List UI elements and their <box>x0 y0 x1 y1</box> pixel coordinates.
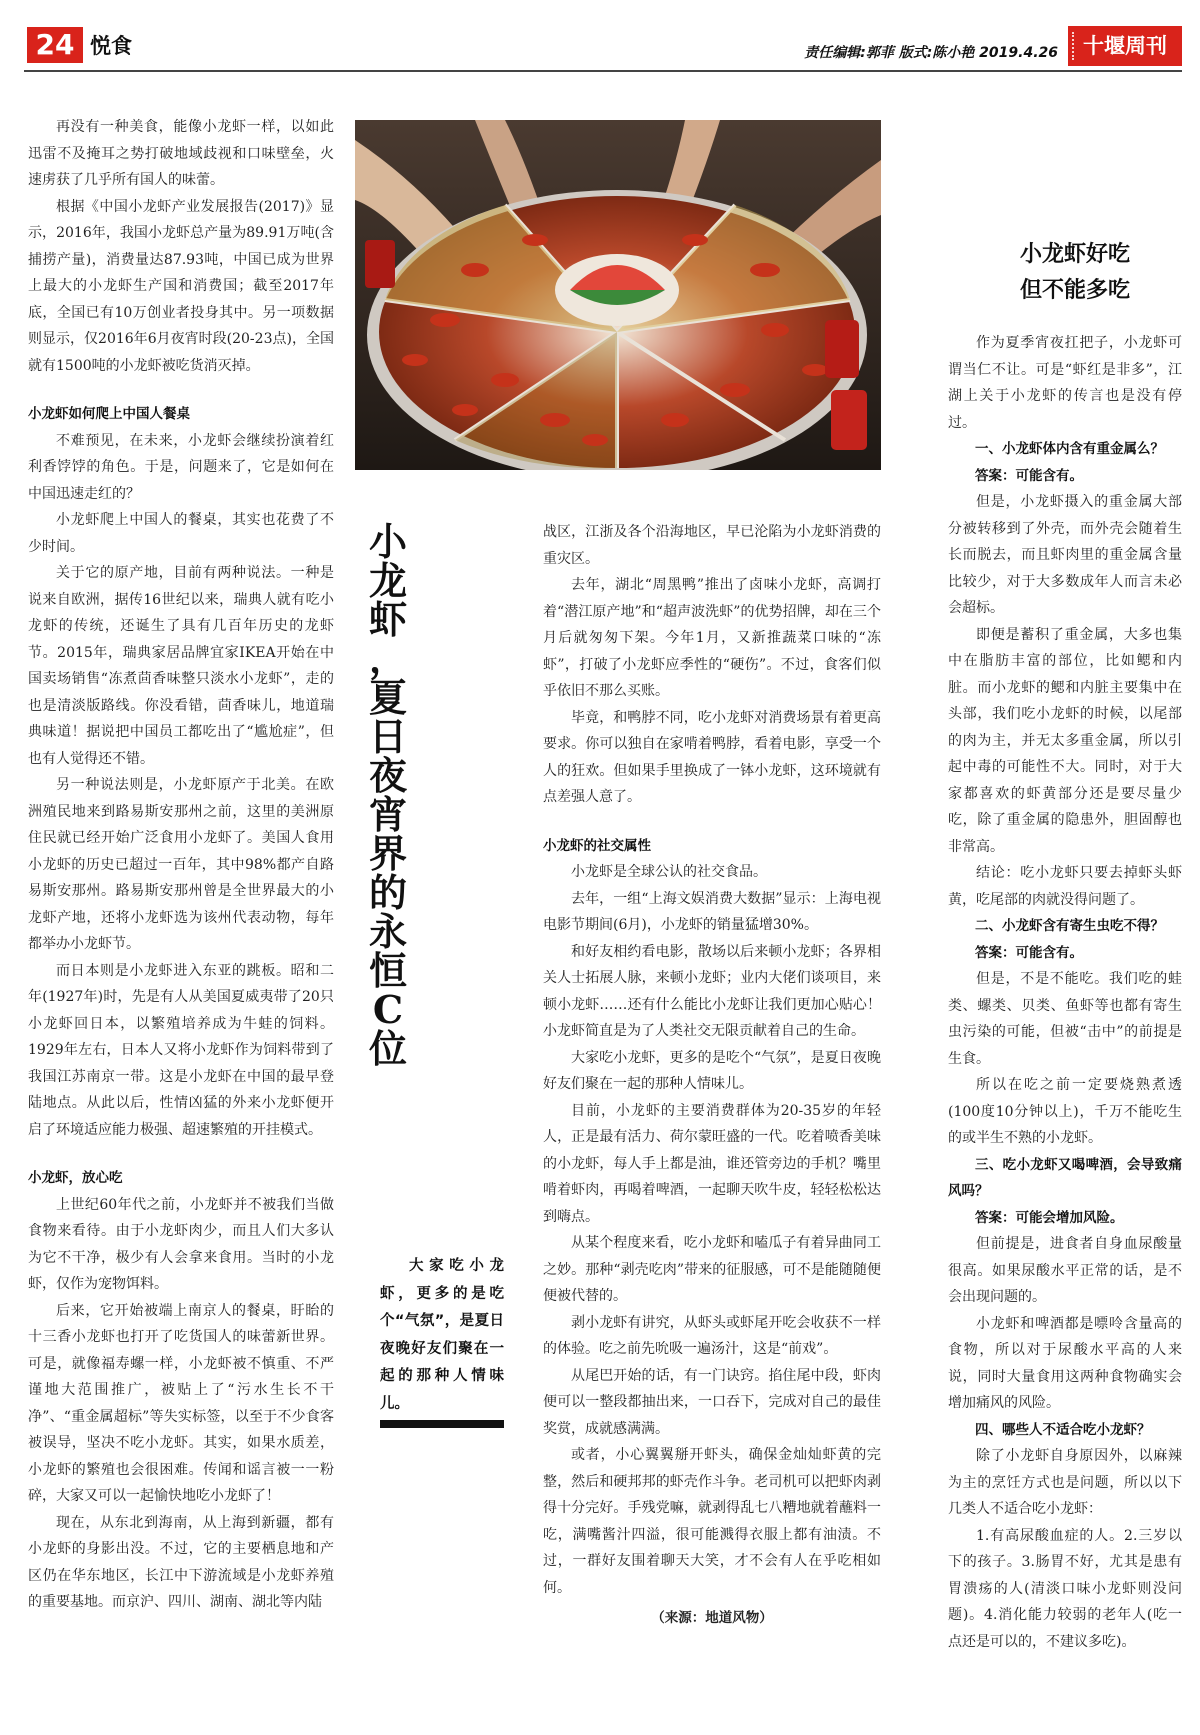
sidebar-title-line: 小龙虾好吃 <box>1019 241 1130 267</box>
paragraph: 目前，小龙虾的主要消费群体为20-35岁的年轻人，正是最有活力、荷尔蒙旺盛的一代。吃着喷香美味的小龙虾，每人手上都是油，谁还管旁边的手机？嘴里啃着虾肉，再喝着啤酒，一起聊天吹牛皮，轻轻松松达到嗨点。 <box>543 1102 881 1225</box>
paragraph: 即便是蓄积了重金属，大多也集中在脂肪丰富的部位，比如鳃和内脏。而小龙虾的鳃和内脏主要集中在头部，我们吃小龙虾的时候，以尾部的肉为主，并无太多重金属，所以引起中毒的可能性不大。同时，对于大家都喜欢的虾黄部分还是要尽量少吃，除了重金属的隐患外，胆固醇也非常高。 <box>948 626 1182 855</box>
paragraph: 后来，它开始被端上南京人的餐桌，盱眙的十三香小龙虾也打开了吃货国人的味蕾新世界。可是，就像福寿螺一样，小龙虾被不慎重、不严谨地大范围推广，被贴上了“污水生长不干净”、“重金属超标”等失实标签，以至于不少食客被误导，坚决不吃小龙虾。其实，如果水质差，小龙虾的繁殖也会很困难。传闻和谣言被一一粉碎，大家又可以一起愉快地吃小龙虾了！ <box>28 1302 334 1504</box>
headline-char: 永 <box>368 909 407 954</box>
headline-char: 龙 <box>368 558 407 603</box>
page-number: 24 <box>27 27 83 63</box>
sidebar-column <box>948 330 1182 1655</box>
paragraph: 但是，小龙虾摄入的重金属大部分被转移到了外壳，而外壳会随着生长而脱去，而且虾肉里的重金属含量比较少，对于大多数成年人而言未必会超标。 <box>948 494 1182 616</box>
headline-char: 界 <box>368 831 407 876</box>
paragraph: 小龙虾和啤酒都是嘌呤含量高的食物，所以对于尿酸水平高的人来说，同时大量食用这两种食物确实会增加痛风的风险。 <box>948 1315 1182 1411</box>
answer-heading: 答案：可能含有。 <box>975 467 1083 484</box>
headline-char: 宵 <box>368 792 407 837</box>
section-name: 悦食 <box>90 34 132 58</box>
masthead-dots <box>1072 32 1076 60</box>
column-c <box>543 519 881 1632</box>
masthead-logo: 十堰周刊 <box>1068 26 1182 66</box>
question-heading: 四、哪些人不适合吃小龙虾？ <box>975 1421 1151 1438</box>
page-header <box>0 0 1200 76</box>
pull-quote-rule <box>380 1420 504 1428</box>
paragraph: 另一种说法则是，小龙虾原产于北美。在欧洲殖民地来到路易斯安那州之前，这里的美洲原住民就已经开始广泛食用小龙虾了。美国人食用小龙虾的历史已超过一百年，其中98%都产自路易斯安那州。路易斯安那州曾是全世界最大的小龙虾产地，还将小龙虾选为该州代表动物，每年都举办小龙虾节。 <box>28 777 334 952</box>
headline-char: 小 <box>368 519 407 564</box>
paragraph: 但前提是，进食者自身血尿酸量很高。如果尿酸水平正常的话，是不会出现问题的。 <box>948 1236 1182 1305</box>
section-heading: 小龙虾如何爬上中国人餐桌 <box>28 406 190 422</box>
paragraph: 去年，一组“上海文娱消费大数据”显示：上海电视电影节期间(6月)，小龙虾的销量猛增30%。 <box>543 890 881 933</box>
header-rule <box>24 70 1182 72</box>
headline <box>364 519 412 1071</box>
paragraph: 或者，小心翼翼掰开虾头，确保金灿灿虾黄的完整，然后和硬邦邦的虾壳作斗争。老司机可以把虾肉剥得十分完好。手残党嘛，就剥得乱七八糟地就着蘸料一吃，满嘴酱汁四溢，很可能溅得衣服上都有油渍。不过，一群好友围着聊天大笑，才不会有人在乎吃相如何。 <box>543 1447 881 1596</box>
answer-heading: 答案：可能含有。 <box>975 944 1083 961</box>
headline-char: C <box>372 987 404 1032</box>
section-heading: 小龙虾的社交属性 <box>543 837 651 854</box>
headline-char: 夜 <box>368 753 407 798</box>
paragraph: 大家吃小龙虾，更多的是吃个“气氛”，是夏日夜晚好友们聚在一起的那种人情味儿。 <box>543 1049 881 1092</box>
pull-quote: 大家吃小龙虾，更多的是吃个“气氛”，是夏日夜晚好友们聚在一起的那种人情味儿。 <box>380 1258 504 1412</box>
source-credit: （来源：地道风物） <box>651 1610 773 1626</box>
paragraph: 但是，不是不能吃。我们吃的蛙类、螺类、贝类、鱼虾等也都有寄生虫污染的可能，但被“击中”的前提是生食。 <box>948 971 1182 1067</box>
paragraph: 现在，从东北到海南，从上海到新疆，都有小龙虾的身影出没。不过，它的主要栖息地和产区仍在华东地区，长江中下游流域是小龙虾养殖的重要基地。而京沪、四川、湖南、湖北等内陆 <box>28 1514 334 1610</box>
headline-char: 虾 <box>368 597 407 642</box>
question-heading: 一、小龙虾体内含有重金属么？ <box>975 441 1164 457</box>
paragraph: 和好友相约看电影，散场以后来顿小龙虾；各界相关人士拓展人脉，来顿小龙虾；业内大佬们谈项目，来顿小龙虾……还有什么能比小龙虾让我们更加心贴心！小龙虾简直是为了人类社交无限贡献着自己的生命。 <box>543 943 881 1039</box>
section-heading: 小龙虾，放心吃 <box>28 1170 123 1186</box>
paragraph: 小龙虾是全球公认的社交食品。 <box>571 864 767 880</box>
paragraph: 作为夏季宵夜扛把子，小龙虾可谓当仁不让。可是“虾红是非多”，江湖上关于小龙虾的传言也是没有停过。 <box>948 335 1182 431</box>
crayfish-photo-illustration <box>355 120 881 470</box>
editor-credit: 责任编辑:郭菲 版式:陈小艳 2019.4.26 <box>804 45 1058 61</box>
paragraph: 结论：吃小龙虾只要去掉虾头虾黄，吃尾部的肉就没得问题了。 <box>948 865 1182 908</box>
sidebar-title <box>980 236 1170 308</box>
question-heading: 二、小龙虾含有寄生虫吃不得？ <box>975 918 1164 934</box>
paragraph: 不难预见，在未来，小龙虾会继续扮演着红利香饽饽的角色。于是，问题来了，它是如何在中国迅速走红的？ <box>28 432 334 502</box>
headline-char: 夏 <box>368 675 407 720</box>
paragraph: 毕竟，和鸭脖不同，吃小龙虾对消费场景有着更高要求。你可以独自在家啃着鸭脖，看着电影，享受一个人的狂欢。但如果手里换成了一钵小龙虾，这环境就有点差强人意了。 <box>543 709 881 805</box>
column-a <box>28 114 334 1616</box>
paragraph: 1.有高尿酸血症的人。2.三岁以下的孩子。3.肠胃不好，尤其是患有胃溃疡的人(清淡口味小龙虾则没问题)。4.消化能力较弱的老年人(吃一点还是可以的，不建议多吃)。 <box>948 1527 1182 1650</box>
paragraph: 去年，湖北“周黑鸭”推出了卤味小龙虾，高调打着“潜江原产地”和“超声波洗虾”的优势招牌，却在三个月后就匆匆下架。今年1月，又新推蔬菜口味的“冻虾”，打破了小龙虾应季性的“硬伤”。不过，食客们似乎依旧不那么买账。 <box>543 577 881 699</box>
paragraph: 根据《中国小龙虾产业发展报告(2017)》显示，2016年，我国小龙虾总产量为89.91万吨(含捕捞产量)，消费量达87.93吨，中国已成为世界上最大的小龙虾生产国和消费国；截至2017年底，全国已有10万创业者投身其中。另一项数据则显示，仅2016年6月夜宵时段(20-23点)，全国就有1500吨的小龙虾被吃货消灭掉。 <box>28 198 334 374</box>
paragraph: 而日本则是小龙虾进入东亚的跳板。昭和二年(1927年)时，先是有人从美国夏威夷带了20只小龙虾回日本，以繁殖培养成为牛蛙的饲料。1929年左右，日本人又将小龙虾作为饲料带到了我国江苏南京一带。这是小龙虾在中国的最早登陆地点。从此以后，性情凶猛的外来小龙虾便开启了环境适应能力极强、超速繁殖的开挂模式。 <box>28 962 334 1138</box>
headline-char: 恒 <box>368 948 407 993</box>
paragraph: 剥小龙虾有讲究，从虾头或虾尾开吃会收获不一样的体验。吃之前先吮吸一遍汤汁，这是“前戏”。 <box>543 1314 881 1357</box>
paragraph: 小龙虾爬上中国人的餐桌，其实也花费了不少时间。 <box>28 512 334 555</box>
crayfish-feast-photo <box>355 120 881 470</box>
headline-char: 位 <box>368 1026 407 1071</box>
question-heading: 三、吃小龙虾又喝啤酒，会导致痛风吗？ <box>948 1156 1182 1199</box>
paragraph: 上世纪60年代之前，小龙虾并不被我们当做食物来看待。由于小龙虾肉少，而且人们大多认为它不干净，极少有人会拿来食用。当时的小龙虾，仅作为宠物饵料。 <box>28 1196 334 1292</box>
paragraph: 除了小龙虾自身原因外，以麻辣为主的烹饪方式也是问题，所以以下几类人不适合吃小龙虾： <box>948 1448 1182 1517</box>
answer-heading: 答案：可能会增加风险。 <box>975 1209 1124 1226</box>
headline-char: ， <box>368 636 407 681</box>
paragraph: 关于它的原产地，目前有两种说法。一种是说来自欧洲，据传16世纪以来，瑞典人就有吃小龙虾的传统，还诞生了具有几百年历史的龙虾节。2015年，瑞典家居品牌宜家IKEA开始在中国卖场销售“冻煮茴香味整只淡水小龙虾”，走的也是清淡版路线。你没看错，茴香味儿，地道瑞典味道！据说把中国员工都吃出了“尴尬症”，但也有人觉得还不错。 <box>28 565 334 767</box>
paragraph: 再没有一种美食，能像小龙虾一样，以如此迅雷不及掩耳之势打破地域歧视和口味壁垒，火速虏获了几乎所有国人的味蕾。 <box>28 119 334 188</box>
paragraph: 从某个程度来看，吃小龙虾和嗑瓜子有着异曲同工之妙。那种“剥壳吃肉”带来的征服感，可不是能随随便便被代替的。 <box>543 1235 881 1304</box>
paragraph: 所以在吃之前一定要烧熟煮透(100度10分钟以上)，千万不能吃生的或半生不熟的小龙虾。 <box>948 1077 1182 1146</box>
headline-char: 的 <box>368 870 407 915</box>
sidebar-title-line: 但不能多吃 <box>1019 277 1130 303</box>
headline-char: 日 <box>368 714 407 759</box>
paragraph: 从尾巴开始的话，有一门诀窍。掐住尾中段，虾肉便可以一整段都抽出来，一口吞下，完成对自己的最佳奖赏，成就感满满。 <box>543 1367 881 1437</box>
paragraph: 战区，江浙及各个沿海地区，早已沦陷为小龙虾消费的重灾区。 <box>543 524 881 567</box>
